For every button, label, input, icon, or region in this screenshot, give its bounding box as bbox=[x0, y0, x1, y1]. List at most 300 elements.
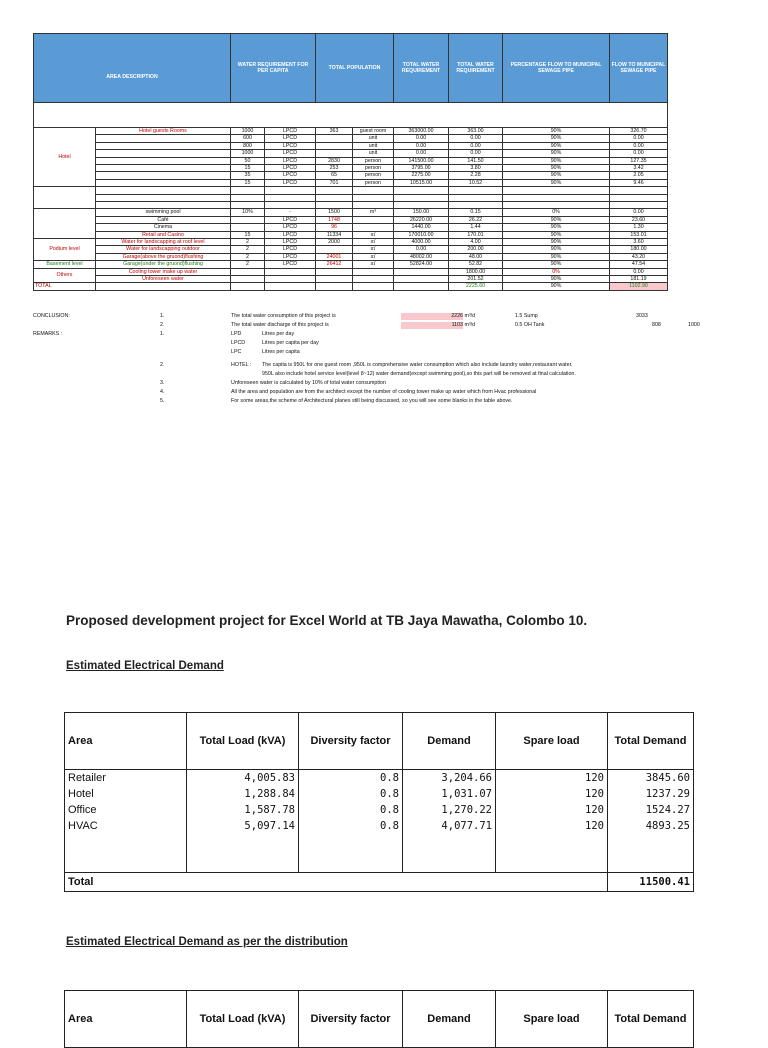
cell-total-requirement-m3: 2.28 bbox=[449, 172, 503, 179]
cell-population-unit: ㎡ bbox=[353, 246, 394, 253]
cell-requirement: 800 bbox=[231, 142, 265, 149]
cell-population: 26412 bbox=[316, 261, 353, 268]
cell-total-requirement-m3 bbox=[449, 194, 503, 201]
cell-unit: LPCD bbox=[265, 150, 316, 157]
cell-requirement: 15 bbox=[231, 165, 265, 172]
cell-description bbox=[96, 142, 231, 149]
remarks-number: 3. bbox=[160, 380, 165, 386]
cell-demand: 1,031.07 bbox=[403, 786, 496, 802]
cell-area: Office bbox=[65, 802, 187, 818]
header-total-load: Total Load (kVA) bbox=[187, 991, 299, 1048]
cell-total-requirement-m3: 0.15 bbox=[449, 209, 503, 216]
table-row bbox=[65, 770, 694, 787]
cell-population-unit bbox=[353, 268, 394, 275]
cell-description: Unforeseen water bbox=[96, 276, 231, 283]
cell-total-demand: 1237.29 bbox=[608, 786, 694, 802]
cell-area: HVAC bbox=[65, 818, 187, 834]
header-flow-to-sewage: FLOW TO MUNICIPAL SEWAGE PIPE bbox=[610, 34, 668, 103]
table-row bbox=[65, 802, 694, 818]
remark-blanks: For some areas,the scheme of Architectural planes still being discussed, so you will see some blanks in the table above. bbox=[231, 398, 513, 404]
group-label-basement: Basement level bbox=[34, 261, 96, 268]
cell-flow: 3.42 bbox=[610, 165, 668, 172]
cell-spare: 120 bbox=[496, 818, 608, 834]
cell-requirement: 1000 bbox=[231, 128, 265, 135]
remark-unforeseen: Unforeseen water is calculated by 10% of total water consumption bbox=[231, 380, 386, 386]
cell-flow: 43.20 bbox=[610, 253, 668, 260]
cell-total-requirement: 3795.00 bbox=[394, 165, 449, 172]
cell-population-unit: ㎡ bbox=[353, 261, 394, 268]
cell-description bbox=[96, 179, 231, 186]
cell-total-requirement: 0.00 bbox=[394, 246, 449, 253]
cell-population bbox=[316, 142, 353, 149]
cell-diversity: 0.8 bbox=[299, 818, 403, 834]
cell-population-unit: person bbox=[353, 157, 394, 164]
cell-unit: LPCD bbox=[265, 239, 316, 246]
cell-population: 253 bbox=[316, 165, 353, 172]
cell-flow: 180.00 bbox=[610, 246, 668, 253]
cell-unit bbox=[265, 202, 316, 209]
table-row bbox=[34, 216, 668, 223]
table-row bbox=[65, 786, 694, 802]
distribution-table bbox=[64, 990, 694, 1048]
cell-percentage: 90% bbox=[503, 283, 610, 290]
cell-spare: 120 bbox=[496, 786, 608, 802]
cell-description bbox=[96, 172, 231, 179]
cell-percentage bbox=[503, 194, 610, 201]
abbr-lpd-definition: Litres per day bbox=[262, 331, 295, 337]
cell-requirement bbox=[231, 202, 265, 209]
group-label-blank bbox=[34, 209, 96, 239]
table-row bbox=[34, 224, 668, 231]
cell-population: 701 bbox=[316, 179, 353, 186]
cell-percentage: 90% bbox=[503, 261, 610, 268]
cell-description: Garage(above the gruond)flushing bbox=[96, 253, 231, 260]
cell-flow: 9.46 bbox=[610, 179, 668, 186]
cell-description bbox=[96, 283, 231, 290]
cell-population bbox=[316, 268, 353, 275]
cell-diversity: 0.8 bbox=[299, 770, 403, 787]
cell-population: 363 bbox=[316, 128, 353, 135]
cell-total-requirement: 48002.00 bbox=[394, 253, 449, 260]
cell-population-unit bbox=[353, 283, 394, 290]
remarks-label: REMARKS : bbox=[33, 331, 63, 337]
cell-total-requirement: 363000.00 bbox=[394, 128, 449, 135]
cell-total-requirement-m3: 0.00 bbox=[449, 142, 503, 149]
project-title: Proposed development project for Excel World at TB Jaya Mawatha, Colombo 10. bbox=[66, 613, 588, 628]
hotel-remark-line-2: 950L also include hotel service level(level 8~12) water demand(except swimming pool),so this part will be removed at final calculation. bbox=[262, 371, 576, 377]
cell-requirement: 35 bbox=[231, 172, 265, 179]
sump-label: 1.5 Sump bbox=[515, 313, 538, 319]
cell-total-requirement-m3: 170.01 bbox=[449, 231, 503, 238]
cell-unit: LPCD bbox=[265, 142, 316, 149]
cell-description bbox=[96, 187, 231, 194]
cell-percentage: 90% bbox=[503, 253, 610, 260]
cell-flow: 1.30 bbox=[610, 224, 668, 231]
cell-total-requirement: 2275.00 bbox=[394, 172, 449, 179]
table-row bbox=[34, 157, 668, 164]
header-area: Area bbox=[65, 713, 187, 770]
cell-total-load: 1,288.84 bbox=[187, 786, 299, 802]
cell-total-requirement-m3: 200.00 bbox=[449, 246, 503, 253]
cell-total-requirement-m3: 10.52 bbox=[449, 179, 503, 186]
cell-flow: 47.54 bbox=[610, 261, 668, 268]
header-total-demand: Total Demand bbox=[608, 713, 694, 770]
cell-unit: LPCD bbox=[265, 246, 316, 253]
cell-population bbox=[316, 283, 353, 290]
cell-requirement: 2 bbox=[231, 239, 265, 246]
cell-description: Cinema bbox=[96, 224, 231, 231]
table-row bbox=[34, 142, 668, 149]
cell-total-requirement-m3: 363.00 bbox=[449, 128, 503, 135]
cell-flow bbox=[610, 187, 668, 194]
cell-flow bbox=[610, 202, 668, 209]
cell-requirement bbox=[231, 283, 265, 290]
cell-total-load: 5,097.14 bbox=[187, 818, 299, 834]
cell-unit bbox=[265, 194, 316, 201]
cell-total-requirement-m3: 52.82 bbox=[449, 261, 503, 268]
group-label-others: Others bbox=[34, 268, 96, 283]
cell-description: Cooling tower make up water bbox=[96, 268, 231, 275]
cell-total-requirement bbox=[394, 202, 449, 209]
cell-unit: LPCD bbox=[265, 231, 316, 238]
header-spare-load: Spare load bbox=[496, 713, 608, 770]
table-row bbox=[34, 165, 668, 172]
group-label-total: TOTAL bbox=[34, 283, 96, 290]
cell-total-requirement: 4000.00 bbox=[394, 239, 449, 246]
cell-total-requirement-m3: 141.50 bbox=[449, 157, 503, 164]
total-discharge-text: The total water discharge of this project is bbox=[231, 322, 329, 328]
cell-population: 1500 bbox=[316, 209, 353, 216]
electrical-demand-subtitle: Estimated Electrical Demand bbox=[66, 660, 224, 672]
water-requirement-table bbox=[33, 33, 668, 291]
total-consumption-text: The total water consumption of this project is bbox=[231, 313, 336, 319]
cell-percentage: 90% bbox=[503, 231, 610, 238]
header-total-population: TOTAL POPULATION bbox=[316, 34, 394, 103]
cell-total-requirement: 26220.00 bbox=[394, 216, 449, 223]
electrical-demand-table bbox=[64, 712, 694, 892]
cell-percentage: 90% bbox=[503, 224, 610, 231]
cell-percentage: 0% bbox=[503, 209, 610, 216]
cell-total-requirement: 0.00 bbox=[394, 150, 449, 157]
cell-requirement bbox=[231, 216, 265, 223]
table-row bbox=[34, 253, 668, 260]
cell-population bbox=[316, 187, 353, 194]
cell-population-unit: guest room bbox=[353, 128, 394, 135]
cell-unit: LPCD bbox=[265, 128, 316, 135]
cell-population bbox=[316, 202, 353, 209]
cell-flow: 1102.90 bbox=[610, 283, 668, 290]
cell-flow: 0.00 bbox=[610, 142, 668, 149]
cell-requirement: 2 bbox=[231, 261, 265, 268]
remark-area-source: All the area and population are from the architect except the number of cooling tower make up water which from Hvac professional bbox=[231, 389, 537, 395]
remarks-number: 4. bbox=[160, 389, 165, 395]
remarks-number: 2. bbox=[160, 362, 165, 368]
cell-population-unit bbox=[353, 187, 394, 194]
cell-area: Retailer bbox=[65, 770, 187, 787]
cell-unit bbox=[265, 276, 316, 283]
cell-unit: - bbox=[265, 209, 316, 216]
header-area-description: AREA DESCRIPTION bbox=[34, 34, 231, 103]
cell-total-requirement: 52824.00 bbox=[394, 261, 449, 268]
cell-percentage: 90% bbox=[503, 128, 610, 135]
cell-flow: 0.00 bbox=[610, 135, 668, 142]
cell-total-requirement-m3: 48.00 bbox=[449, 253, 503, 260]
cell-total-requirement bbox=[394, 268, 449, 275]
cell-population: 2000 bbox=[316, 239, 353, 246]
cell-population-unit: person bbox=[353, 165, 394, 172]
cell-unit bbox=[265, 283, 316, 290]
header-demand: Demand bbox=[403, 713, 496, 770]
cell-unit: LPCD bbox=[265, 216, 316, 223]
cell-unit: LPCD bbox=[265, 261, 316, 268]
total-consumption-unit: m³/d bbox=[464, 313, 476, 319]
cell-total-requirement bbox=[394, 276, 449, 283]
cell-percentage: 90% bbox=[503, 276, 610, 283]
cell-percentage: 90% bbox=[503, 179, 610, 186]
cell-population bbox=[316, 246, 353, 253]
cell-total-requirement: 141500.00 bbox=[394, 157, 449, 164]
table-row bbox=[34, 239, 668, 246]
oh-tank-label: 0.5 OH Tank bbox=[515, 322, 545, 328]
cell-flow: 326.70 bbox=[610, 128, 668, 135]
cell-total-requirement-m3 bbox=[449, 187, 503, 194]
cell-flow: 0.00 bbox=[610, 209, 668, 216]
cell-description: swimming pool bbox=[96, 209, 231, 216]
table-row bbox=[34, 135, 668, 142]
cell-total-requirement-m3: 26.22 bbox=[449, 216, 503, 223]
cell-total-requirement-m3: 1800.00 bbox=[449, 268, 503, 275]
table-row bbox=[34, 231, 668, 238]
cell-description bbox=[96, 202, 231, 209]
cell-population-unit bbox=[353, 194, 394, 201]
cell-flow: 0.00 bbox=[610, 150, 668, 157]
cell-total-requirement-m3: 201.52 bbox=[449, 276, 503, 283]
cell-total-requirement: 0.00 bbox=[394, 142, 449, 149]
header-total-water-requirement: TOTAL WATER REQUIREMENT bbox=[394, 34, 449, 103]
header-diversity-factor: Diversity factor bbox=[299, 713, 403, 770]
cell-unit: LPCD bbox=[265, 157, 316, 164]
conclusion-number: 1. bbox=[160, 313, 165, 319]
cell-spare: 120 bbox=[496, 802, 608, 818]
remarks-number: 1. bbox=[160, 331, 165, 337]
header-demand: Demand bbox=[403, 991, 496, 1048]
cell-population-unit bbox=[353, 216, 394, 223]
cell-percentage: 0% bbox=[503, 268, 610, 275]
cell-total-requirement: 1440.00 bbox=[394, 224, 449, 231]
total-consumption-value: 2226 bbox=[401, 313, 463, 320]
oh-tank-value-2: 1000 bbox=[688, 322, 700, 328]
cell-population-unit bbox=[353, 276, 394, 283]
remarks-number: 5. bbox=[160, 398, 165, 404]
cell-requirement bbox=[231, 224, 265, 231]
cell-requirement: 15 bbox=[231, 179, 265, 186]
hotel-remark-line-1: The capita is 950L for one guest room ,950L is comprehensive water consumption which also include laundry water,restaurant water. bbox=[262, 362, 573, 368]
cell-population-unit: person bbox=[353, 172, 394, 179]
cell-percentage: 90% bbox=[503, 239, 610, 246]
cell-flow: 0.00 bbox=[610, 268, 668, 275]
cell-total-requirement-m3 bbox=[449, 202, 503, 209]
cell-spare: 120 bbox=[496, 770, 608, 787]
cell-diversity: 0.8 bbox=[299, 786, 403, 802]
cell-total-requirement-m3: 4.00 bbox=[449, 239, 503, 246]
header-total-water-requirement-2: TOTAL WATER REQUIREMENT bbox=[449, 34, 503, 103]
cell-flow: 127.35 bbox=[610, 157, 668, 164]
table-row bbox=[34, 128, 668, 135]
sump-value: 3033 bbox=[636, 313, 648, 319]
cell-population-unit: unit bbox=[353, 150, 394, 157]
cell-total-requirement: 0.00 bbox=[394, 135, 449, 142]
cell-requirement: 600 bbox=[231, 135, 265, 142]
cell-flow: 3.60 bbox=[610, 239, 668, 246]
abbr-lpcd-definition: Litres per capita per day bbox=[262, 340, 319, 346]
abbr-lpcd: LPCD bbox=[231, 340, 246, 346]
cell-percentage bbox=[503, 187, 610, 194]
total-discharge-unit: m³/d bbox=[464, 322, 476, 328]
cell-percentage: 90% bbox=[503, 216, 610, 223]
cell-total-requirement-m3: 1.44 bbox=[449, 224, 503, 231]
cell-requirement: 10% bbox=[231, 209, 265, 216]
cell-demand: 1,270.22 bbox=[403, 802, 496, 818]
cell-population-unit bbox=[353, 224, 394, 231]
cell-requirement: 1000 bbox=[231, 150, 265, 157]
header-total-demand: Total Demand bbox=[608, 991, 694, 1048]
cell-unit: LPCD bbox=[265, 253, 316, 260]
cell-description bbox=[96, 194, 231, 201]
table-row bbox=[34, 194, 668, 201]
cell-description: Retail and Casino bbox=[96, 231, 231, 238]
cell-population-unit: unit bbox=[353, 142, 394, 149]
header-spare-load: Spare load bbox=[496, 991, 608, 1048]
header-diversity-factor: Diversity factor bbox=[299, 991, 403, 1048]
cell-percentage bbox=[503, 202, 610, 209]
cell-demand: 3,204.66 bbox=[403, 770, 496, 787]
cell-percentage: 90% bbox=[503, 172, 610, 179]
cell-description: Water for landscapping at roof level bbox=[96, 239, 231, 246]
cell-total-requirement bbox=[394, 283, 449, 290]
cell-total-requirement bbox=[394, 187, 449, 194]
cell-percentage: 90% bbox=[503, 142, 610, 149]
hotel-remark-label: HOTEL : bbox=[231, 362, 252, 368]
cell-percentage: 90% bbox=[503, 165, 610, 172]
oh-tank-value: 808 bbox=[652, 322, 661, 328]
cell-percentage: 90% bbox=[503, 150, 610, 157]
table-row bbox=[34, 172, 668, 179]
table-row bbox=[34, 268, 668, 275]
cell-unit: LPCD bbox=[265, 224, 316, 231]
cell-population-unit: ㎡ bbox=[353, 253, 394, 260]
header-requirement-per-capita: WATER REQUIREMENT FOR PER CAPITA bbox=[231, 34, 316, 103]
cell-requirement: 2 bbox=[231, 253, 265, 260]
table-row bbox=[34, 179, 668, 186]
cell-unit bbox=[265, 187, 316, 194]
cell-requirement: 2 bbox=[231, 246, 265, 253]
cell-description bbox=[96, 157, 231, 164]
abbr-lpc: LPC bbox=[231, 349, 242, 355]
cell-population: 24001 bbox=[316, 253, 353, 260]
cell-unit: LPCD bbox=[265, 179, 316, 186]
total-value: 11500.41 bbox=[608, 873, 694, 892]
cell-total-demand: 4893.25 bbox=[608, 818, 694, 834]
cell-population-unit: person bbox=[353, 179, 394, 186]
cell-flow: 2.05 bbox=[610, 172, 668, 179]
cell-population bbox=[316, 276, 353, 283]
cell-total-requirement: 10515.00 bbox=[394, 179, 449, 186]
cell-flow: 153.01 bbox=[610, 231, 668, 238]
cell-requirement bbox=[231, 268, 265, 275]
table-row bbox=[34, 276, 668, 283]
cell-population: 65 bbox=[316, 172, 353, 179]
cell-flow bbox=[610, 194, 668, 201]
abbr-lpd: LPD bbox=[231, 331, 242, 337]
cell-total-requirement bbox=[394, 194, 449, 201]
conclusion-number: 2. bbox=[160, 322, 165, 328]
cell-unit: LPCD bbox=[265, 172, 316, 179]
cell-total-requirement-m3: 2225.60 bbox=[449, 283, 503, 290]
cell-total-requirement: 150.00 bbox=[394, 209, 449, 216]
cell-unit bbox=[265, 268, 316, 275]
cell-description: Water for landscapping outdoor bbox=[96, 246, 231, 253]
abbr-lpc-definition: Litres per capita bbox=[262, 349, 300, 355]
cell-total-requirement-m3: 0.00 bbox=[449, 150, 503, 157]
cell-population-unit bbox=[353, 202, 394, 209]
cell-description: Café bbox=[96, 216, 231, 223]
cell-flow: 181.19 bbox=[610, 276, 668, 283]
cell-percentage: 90% bbox=[503, 135, 610, 142]
cell-description bbox=[96, 150, 231, 157]
cell-population-unit: m³ bbox=[353, 209, 394, 216]
cell-total-requirement: 170010.00 bbox=[394, 231, 449, 238]
cell-total-load: 4,005.83 bbox=[187, 770, 299, 787]
header-total-load: Total Load (kVA) bbox=[187, 713, 299, 770]
table-row bbox=[65, 818, 694, 834]
cell-area: Hotel bbox=[65, 786, 187, 802]
cell-population bbox=[316, 150, 353, 157]
table-row bbox=[34, 150, 668, 157]
cell-total-requirement-m3: 0.00 bbox=[449, 135, 503, 142]
cell-total-demand: 3845.60 bbox=[608, 770, 694, 787]
cell-population: 2830 bbox=[316, 157, 353, 164]
table-row bbox=[34, 283, 668, 290]
cell-population bbox=[316, 194, 353, 201]
cell-description: Garage(under the gruond)flushing bbox=[96, 261, 231, 268]
cell-population-unit: ㎡ bbox=[353, 231, 394, 238]
table-row bbox=[34, 246, 668, 253]
cell-demand: 4,077.71 bbox=[403, 818, 496, 834]
cell-unit: LPCD bbox=[265, 165, 316, 172]
cell-percentage: 90% bbox=[503, 157, 610, 164]
cell-population: 11334 bbox=[316, 231, 353, 238]
cell-description bbox=[96, 165, 231, 172]
cell-population: 96 bbox=[316, 224, 353, 231]
header-spacer bbox=[34, 103, 668, 128]
cell-unit: LPCD bbox=[265, 135, 316, 142]
cell-requirement bbox=[231, 194, 265, 201]
cell-total-requirement-m3: 3.80 bbox=[449, 165, 503, 172]
cell-population-unit: ㎡ bbox=[353, 239, 394, 246]
table-row bbox=[34, 261, 668, 268]
cell-requirement: 15 bbox=[231, 231, 265, 238]
distribution-subtitle: Estimated Electrical Demand as per the distribution bbox=[66, 936, 348, 948]
table-row bbox=[34, 209, 668, 216]
cell-description: Hotel guests Rooms bbox=[96, 128, 231, 135]
cell-flow: 23.60 bbox=[610, 216, 668, 223]
cell-description bbox=[96, 135, 231, 142]
cell-population: 1748 bbox=[316, 216, 353, 223]
header-area: Area bbox=[65, 991, 187, 1048]
group-label-blank bbox=[34, 187, 96, 209]
table-row bbox=[34, 187, 668, 194]
total-discharge-value: 1103 bbox=[401, 322, 463, 329]
